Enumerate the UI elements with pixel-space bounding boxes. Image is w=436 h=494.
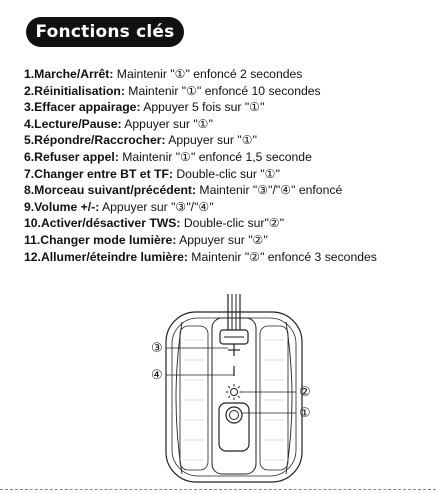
function-label: 4.Lecture/Pause: — [24, 116, 122, 131]
function-label: 1.Marche/Arrêt: — [24, 67, 114, 81]
function-label: 9.Volume +/-: — [24, 199, 100, 214]
function-description: Maintenir "①" enfoncé 10 secondes — [124, 83, 321, 98]
function-label: 5.Répondre/Raccrocher: — [24, 133, 166, 148]
power-button-icon — [219, 403, 249, 451]
function-label: 12.Allumer/éteindre lumière: — [24, 249, 188, 264]
function-label: 10.Activer/désactiver TWS: — [24, 216, 181, 231]
function-label: 2.Réinitialisation: — [24, 83, 125, 98]
callout-4: ④ — [151, 368, 163, 383]
light-sun-icon — [226, 384, 242, 400]
callout-3: ③ — [151, 341, 163, 356]
volume-up-icon — [228, 344, 240, 356]
function-description: Appuyer sur "①" — [121, 116, 213, 131]
function-description: Maintenir "①" enfoncé 1,5 seconde — [118, 149, 312, 164]
speaker-body — [166, 312, 302, 482]
callout-1: ① — [299, 406, 311, 421]
callout-2: ② — [299, 385, 311, 400]
function-description: Appuyer sur "①" — [165, 133, 257, 148]
section-title: Fonctions clés — [26, 17, 184, 47]
function-label: 6.Refuser appel: — [24, 149, 119, 164]
function-label: 8.Morceau suivant/précédent: — [24, 183, 197, 198]
function-description: Maintenir "②" enfoncé 3 secondes — [187, 249, 377, 264]
bottom-divider — [0, 489, 436, 490]
function-description: Double-clic sur "①" — [172, 166, 280, 181]
function-label: 11.Changer mode lumière: — [24, 232, 177, 247]
function-description: Double-clic sur"②" — [180, 216, 285, 231]
function-description: Maintenir "③"/"④" enfoncé — [196, 183, 343, 198]
function-description: Appuyer sur "③"/"④" — [99, 199, 214, 214]
function-description: Appuyer sur "②" — [176, 232, 268, 247]
function-description: Maintenir "①" enfoncé 2 secondes — [113, 67, 303, 81]
function-description: Appuyer 5 fois sur "①" — [140, 100, 265, 115]
function-label: 3.Effacer appairage: — [24, 100, 141, 115]
function-label: 7.Changer entre BT et TF: — [24, 166, 173, 181]
